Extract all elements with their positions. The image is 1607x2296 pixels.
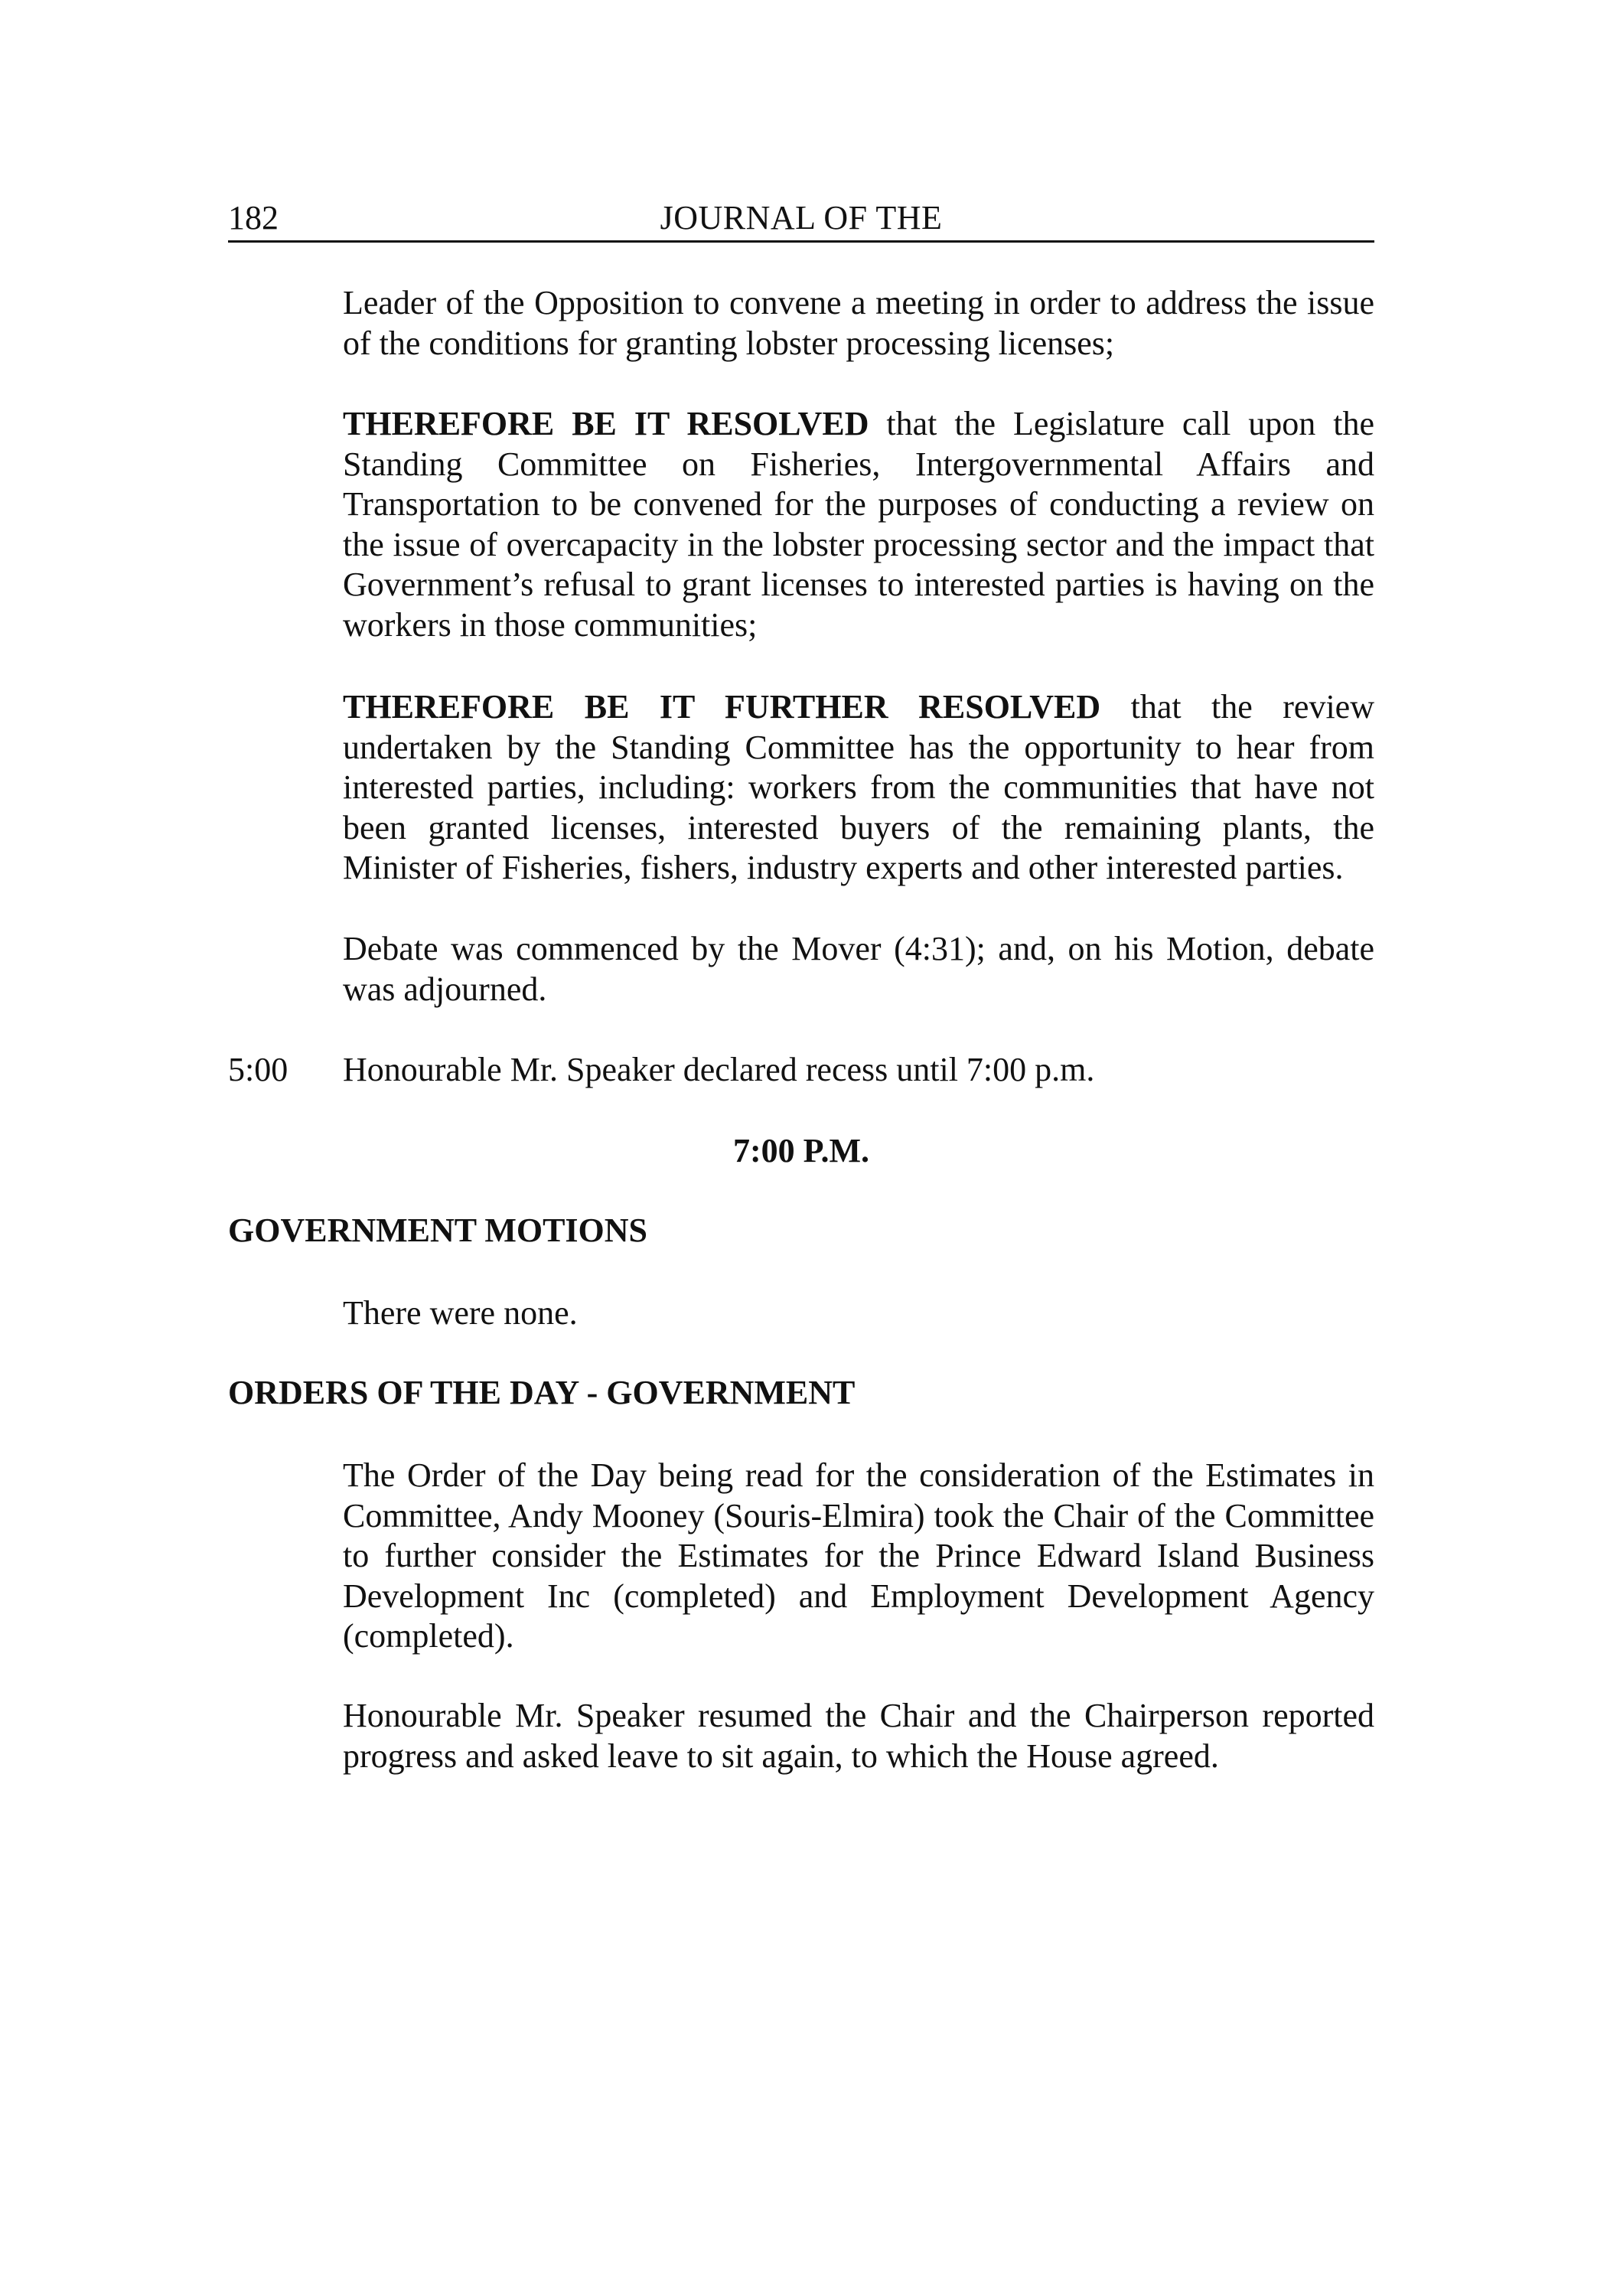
paragraph-speaker-resumed: Honourable Mr. Speaker resumed the Chair and the Chairperson reported progress and asked leave to sit again, to which the House agreed.: [343, 1697, 1374, 1775]
resolved-lead: THEREFORE BE IT RESOLVED: [343, 405, 869, 442]
evening-time-heading: 7:00 P.M.: [732, 1132, 870, 1169]
recess-text: Honourable Mr. Speaker declared recess until 7:00 p.m.: [343, 1051, 1095, 1088]
paragraph-leader-opposition: Leader of the Opposition to convene a meeting in order to address the issue of the conditions for granting lobster processing licenses;: [343, 284, 1374, 362]
resolved-text: that the Legislature call upon the Standing Committee on Fisheries, Intergovernmental Affairs and Transportation to be convened for the purposes of conducting a review on the issue of overcapacity in the lobster processing sector and the impact that Government’s refusal to grant licenses to interested parties is having on the workers in those communities;: [343, 405, 1374, 644]
page-header: [228, 196, 1374, 243]
recess-time: 5:00: [228, 1051, 288, 1088]
paragraph-debate: Debate was commenced by the Mover (4:31); and, on his Motion, debate was adjourned.: [343, 930, 1374, 1008]
paragraph-none: There were none.: [343, 1294, 578, 1332]
paragraph-resolved: [343, 404, 1374, 645]
paragraph-further-resolved: [343, 687, 1374, 889]
further-resolved-text: that the review undertaken by the Standing Committee has the opportunity to hear from interested parties, including: workers from the communities that have not been granted licenses, interested buyers of the remaining plants, the Minister of Fisheries, fishers, industry experts and other interested parties.: [343, 688, 1374, 886]
paragraph-estimates: The Order of the Day being read for the consideration of the Estimates in Committee, Andy Mooney (Souris-Elmira) took the Chair of the Committee to further consider the Estimates for the Prince Edward Island Business Development Inc (completed) and Employment Development Agency (completed).: [343, 1456, 1374, 1655]
page-number: 182: [228, 199, 279, 236]
heading-government-motions: GOVERNMENT MOTIONS: [228, 1212, 648, 1249]
further-resolved-lead: THEREFORE BE IT FURTHER RESOLVED: [343, 688, 1101, 726]
running-head: JOURNAL OF THE: [660, 199, 943, 236]
heading-orders-of-the-day: ORDERS OF THE DAY - GOVERNMENT: [228, 1374, 856, 1411]
